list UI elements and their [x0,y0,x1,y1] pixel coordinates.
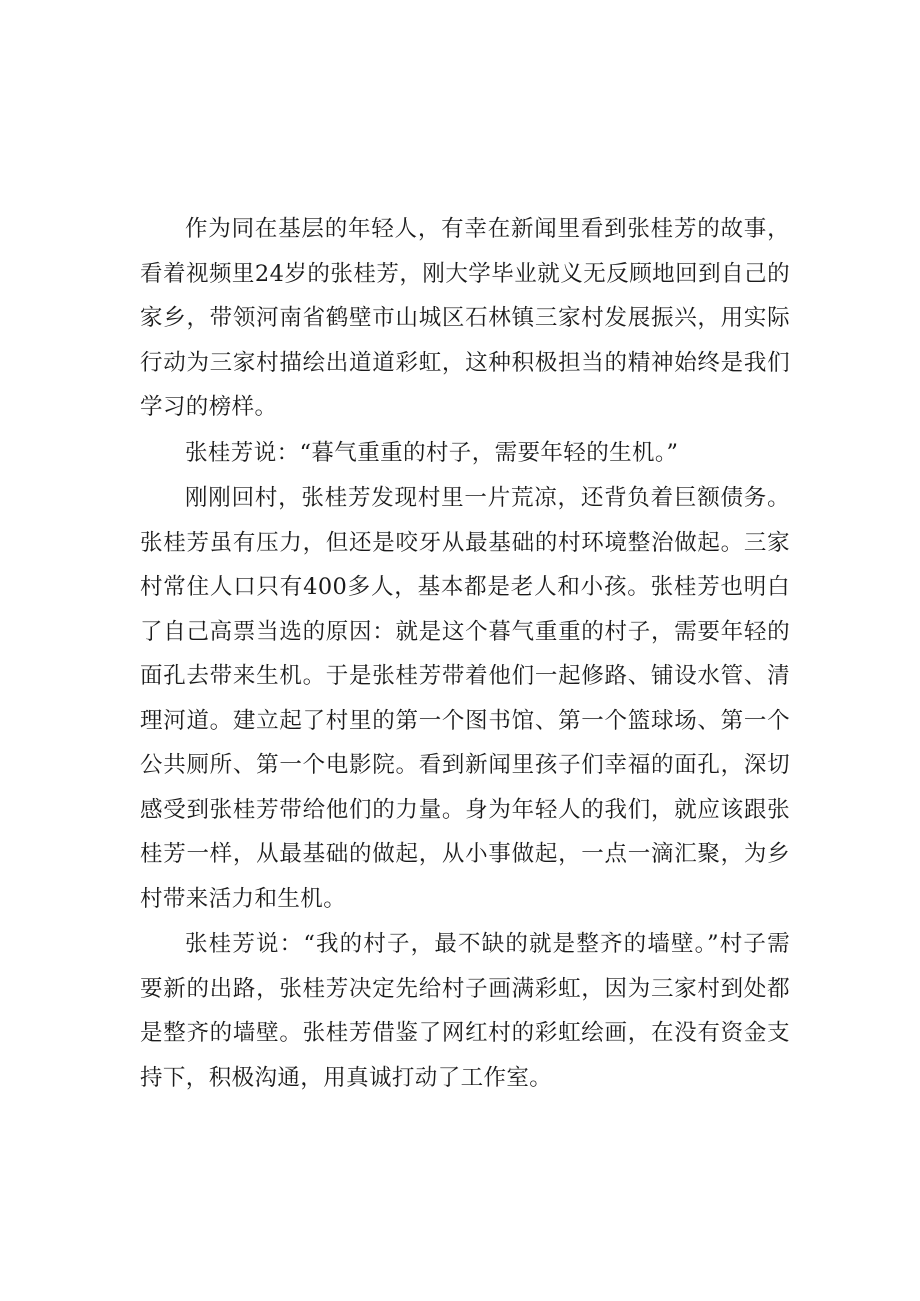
document-body [140,207,790,1101]
paragraph-village-story: 刚刚回村，张桂芳发现村里一片荒凉，还背负着巨额债务。张桂芳虽有压力，但还是咬牙从最基础的村环境整治做起。三家村常住人口只有400多人，基本都是老人和小孩。张桂芳也明白了自己高票当选的原因：就是这个暮气重重的村子，需要年轻的面孔去带来生机。于是张桂芳带着他们一起修路、铺设水管、清理河道。建立起了村里的第一个图书馆、第一个篮球场、第一个公共厕所、第一个电影院。看到新闻里孩子们幸福的面孔，深切感受到张桂芳带给他们的力量。身为年轻人的我们，就应该跟张桂芳一样，从最基础的做起，从小事做起，一点一滴汇聚，为乡村带来活力和生机。 [140,485,790,912]
paragraph-quote-2: 张桂芳说：“我的村子，最不缺的就是整齐的墙壁。”村子需要新的出路，张桂芳决定先给村子画满彩虹，因为三家村到处都是整齐的墙壁。张桂芳借鉴了网红村的彩虹绘画，在没有资金支持下，积极沟通，用真诚打动了工作室。 [140,931,790,1091]
paragraph-quote-1: 张桂芳说：“暮气重重的村子，需要年轻的生机。” [185,439,679,466]
paragraph-intro: 作为同在基层的年轻人，有幸在新闻里看到张桂芳的故事，看着视频里24岁的张桂芳，刚大学毕业就义无反顾地回到自己的家乡，带领河南省鹤壁市山城区石林镇三家村发展振兴，用实际行动为三家村描绘出道道彩虹，这种积极担当的精神始终是我们学习的榜样。 [140,216,790,420]
